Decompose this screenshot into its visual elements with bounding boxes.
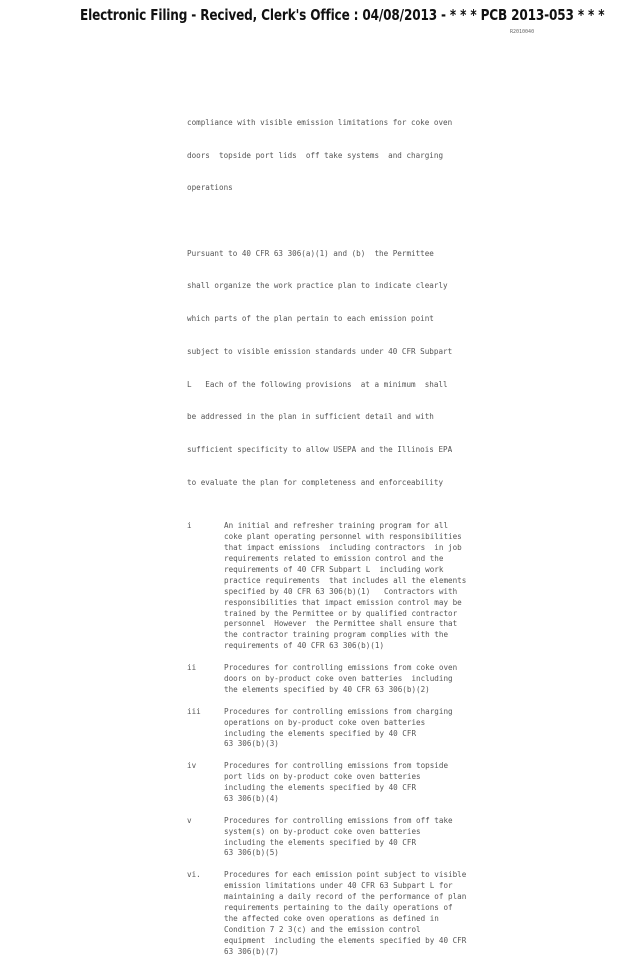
provision-line: Procedures for controlling emissions from coke oven (224, 663, 458, 673)
provision-line: 63 306(b)(5) (224, 848, 279, 858)
paragraph-gap (187, 859, 532, 870)
provision-line: Procedures for controlling emissions from charging (224, 706, 453, 716)
provision-line: doors on by-product coke oven batteries including (224, 673, 453, 683)
provision-line: specified by 40 CFR 63 306(b)(1) Contractors with (224, 586, 458, 596)
pursuant-line: Pursuant to 40 CFR 63 306(a)(1) and (b) the Permittee (187, 248, 434, 258)
provision-label: iv (187, 761, 197, 771)
provision-line: including the elements specified by 40 CFR (224, 783, 417, 793)
provision-line: 63 306(b)(3) (224, 739, 279, 749)
provision-item (187, 761, 532, 805)
provision-line: operations on by-product coke oven batteries (224, 717, 426, 727)
provision-item (187, 707, 532, 751)
provision-label: vi. (187, 870, 201, 880)
provision-line: responsibilities that impact emission control may be (224, 597, 462, 607)
provision-item (187, 870, 532, 957)
pursuant-line: subject to visible emission standards under 40 CFR Subpart (187, 346, 453, 356)
paragraph-gap (187, 805, 532, 816)
provision-line: trained by the Permittee or by qualified contractor (224, 608, 458, 618)
paragraph-gap (187, 216, 532, 227)
pursuant-line: be addressed in the plan in sufficient detail and with (187, 412, 434, 422)
provision-line: the affected coke oven operations as defined in (224, 913, 439, 923)
provision-line: the contractor training program complies with the (224, 630, 449, 640)
provision-list (187, 510, 532, 957)
provision-line: practice requirements that includes all the elements (224, 575, 467, 585)
provision-item (187, 816, 532, 860)
provision-line: 63 306(b)(7) (224, 946, 279, 956)
paragraph-gap (187, 510, 532, 521)
pursuant-line: to evaluate the plan for completeness and enforceability (187, 477, 444, 487)
provision-line: emission limitations under 40 CFR 63 Subpart L for (224, 881, 453, 891)
filing-stamp: Electronic Filing - Recived, Clerk's Office : 04/08/2013 - * * * PCB 2013-053 * * * (80, 6, 605, 24)
provision-label: i (187, 521, 192, 531)
provision-line: An initial and refresher training program for all (224, 521, 449, 531)
provision-line: the elements specified by 40 CFR 63 306(b)(2) (224, 684, 430, 694)
paragraph-gap (187, 696, 532, 707)
paragraph-gap (187, 652, 532, 663)
provision-line: equipment including the elements specified by 40 CFR (224, 935, 467, 945)
provision-line: Condition 7 2 3(c) and the emission control (224, 924, 421, 934)
provision-line: including the elements specified by 40 CFR (224, 728, 417, 738)
provision-line: that impact emissions including contractors in job (224, 543, 462, 553)
provision-line: personnel However the Permittee shall ensure that (224, 619, 458, 629)
intro-line: operations (187, 183, 233, 193)
provision-line: 63 306(b)(4) (224, 793, 279, 803)
pursuant-line: L Each of the following provisions at a minimum shall (187, 379, 448, 389)
pursuant-paragraph (187, 227, 532, 511)
provision-line: requirements of 40 CFR 63 306(b)(1) (224, 641, 385, 651)
provision-label: iii (187, 706, 201, 716)
document-body (187, 96, 532, 957)
paragraph-gap (187, 750, 532, 761)
provision-line: port lids on by-product coke oven batteries (224, 772, 421, 782)
provision-line: Procedures for controlling emissions from topside (224, 761, 449, 771)
provision-line: including the elements specified by 40 CFR (224, 837, 417, 847)
intro-line: doors topside port lids off take systems and charging (187, 150, 444, 160)
provision-item (187, 663, 532, 696)
provision-line: Procedures for controlling emissions from off take (224, 815, 453, 825)
provision-label: ii (187, 663, 197, 673)
provision-line: requirements of 40 CFR Subpart L including work (224, 564, 444, 574)
pursuant-line: which parts of the plan pertain to each emission point (187, 314, 434, 324)
provision-line: coke plant operating personnel with responsibilities (224, 532, 462, 542)
provision-line: system(s) on by-product coke oven batteries (224, 826, 421, 836)
intro-paragraph (187, 96, 532, 216)
intro-line: compliance with visible emission limitations for coke oven (187, 117, 453, 127)
page-id: R2010040 (510, 29, 535, 35)
pursuant-line: shall organize the work practice plan to indicate clearly (187, 281, 448, 291)
provision-line: requirements related to emission control and the (224, 554, 444, 564)
provision-line: Procedures for each emission point subject to visible (224, 870, 467, 880)
pursuant-line: sufficient specificity to allow USEPA and the Illinois EPA (187, 444, 453, 454)
provision-line: maintaining a daily record of the performance of plan (224, 892, 467, 902)
provision-label: v (187, 815, 192, 825)
provision-item (187, 521, 532, 652)
provision-line: requirements pertaining to the daily operations of (224, 902, 453, 912)
